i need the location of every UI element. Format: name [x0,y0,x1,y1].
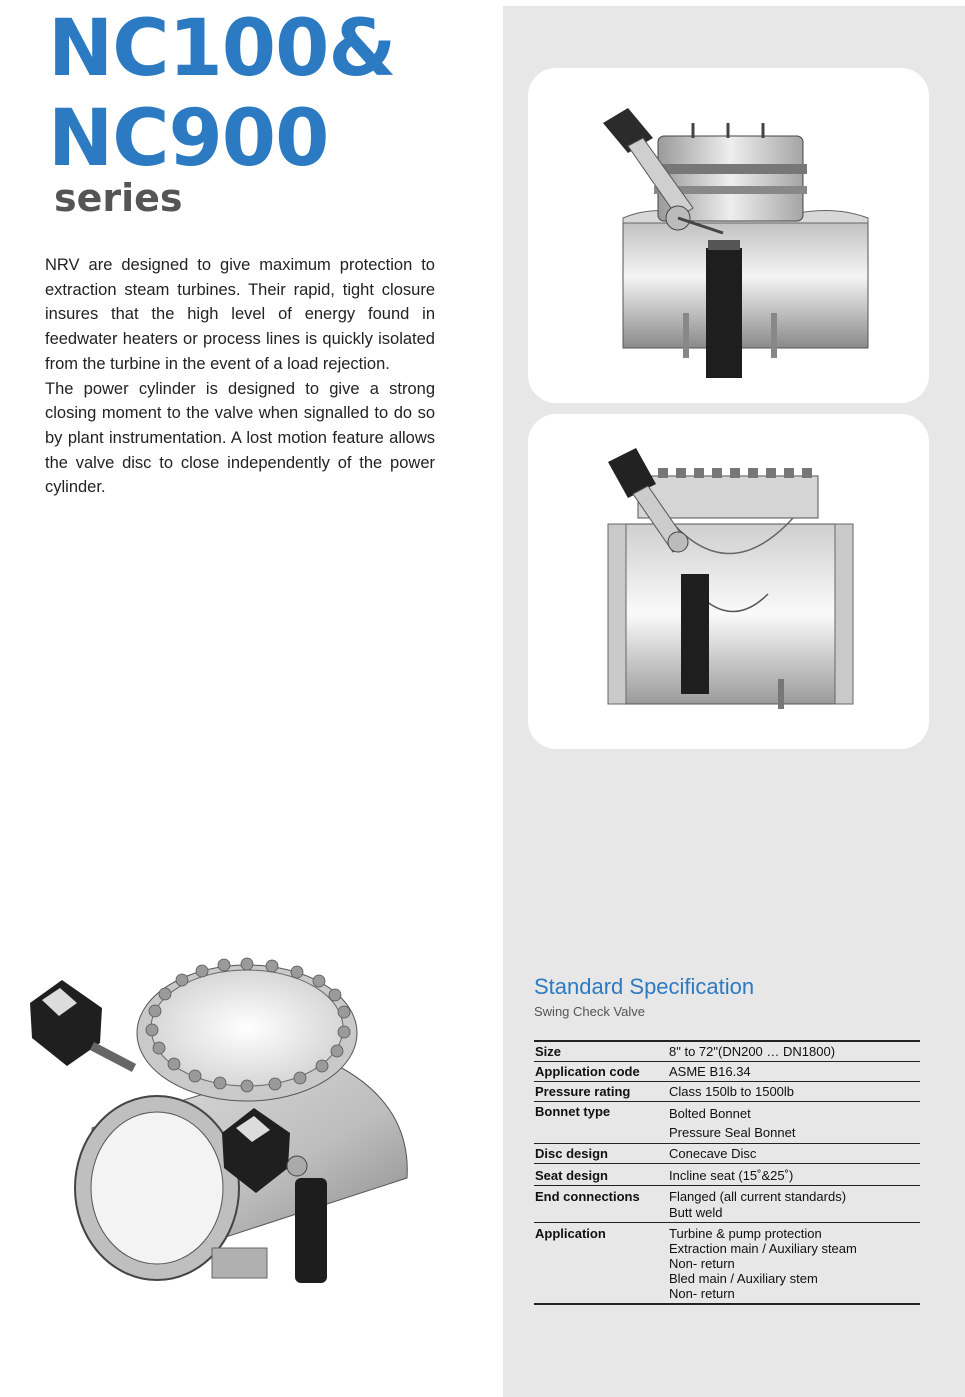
spec-value [669,1226,920,1301]
title-line-2: NC900 [48,94,329,184]
spec-value-line: Incline seat (15˚&25˚) [669,1168,794,1183]
spec-label: Bonnet type [535,1104,611,1119]
intro-paragraph-2: The power cylinder is designed to give a strong closing moment to the valve when signalled to do so by plant instrumentation. A lost motion feature allows the valve disc to close independently of the power cylinder. [45,379,435,497]
spec-label: Disc design [535,1146,608,1161]
spec-label: Size [535,1044,562,1059]
spec-title: Standard Specification [534,974,755,999]
spec-value-line: Turbine & pump protection [669,1226,822,1241]
spec-value [669,1104,920,1142]
spec-value-line: Class 150lb to 1500lb [669,1084,795,1099]
spec-row-application-code [534,1062,920,1082]
spec-value [669,1044,920,1060]
spec-row-disc-design [534,1144,920,1164]
spec-label: Application [535,1226,606,1241]
spec-value-line: Non- return [669,1256,735,1271]
spec-value [669,1189,920,1221]
spec-value [669,1146,920,1162]
spec-value-line: Extraction main / Auxiliary steam [669,1241,857,1256]
spec-value-line: Flanged (all current standards) [669,1189,847,1204]
valve-front-view-illustration [528,414,929,749]
spec-row-seat-design [534,1164,920,1186]
spec-value-line: ASME B16.34 [669,1064,751,1079]
valve-image-card-2 [528,414,929,749]
spec-value [669,1168,920,1184]
spec-table [534,1040,920,1305]
intro-paragraph-1: NRV are designed to give maximum protection to extraction steam turbines. Their rapid, tight closure insures that the high level of energy found in feedwater heaters or process lines is quickly isolated from the turbine in the event of a load rejection. [45,256,435,373]
valve-image-card-1 [528,68,929,403]
spec-value-line: Conecave Disc [669,1146,757,1161]
spec-value-line: Butt weld [669,1205,723,1220]
spec-label: Pressure rating [535,1084,631,1099]
spec-row-bonnet-type [534,1102,920,1144]
valve-isometric-illustration [22,948,422,1293]
spec-value [669,1084,920,1100]
page-title [48,4,395,184]
spec-label: Seat design [535,1168,608,1183]
spec-row-pressure-rating [534,1082,920,1102]
spec-label: End connections [535,1189,640,1204]
spec-row-size [534,1042,920,1062]
valve-side-view-illustration [528,68,929,403]
intro-text [45,253,435,500]
spec-value-line: Non- return [669,1286,735,1301]
spec-value-line: 8" to 72"(DN200 … DN1800) [669,1044,836,1059]
spec-row-end-connections [534,1186,920,1223]
spec-row-application [534,1223,920,1305]
page-subtitle: series [54,176,183,220]
title-line-1: NC100& [48,4,396,94]
spec-value-line: Bled main / Auxiliary stem [669,1271,818,1286]
spec-value [669,1064,920,1080]
spec-value-line: Pressure Seal Bonnet [669,1125,796,1140]
spec-label: Application code [535,1064,640,1079]
spec-subtitle: Swing Check Valve [534,1004,646,1019]
spec-value-line: Bolted Bonnet [669,1106,751,1121]
